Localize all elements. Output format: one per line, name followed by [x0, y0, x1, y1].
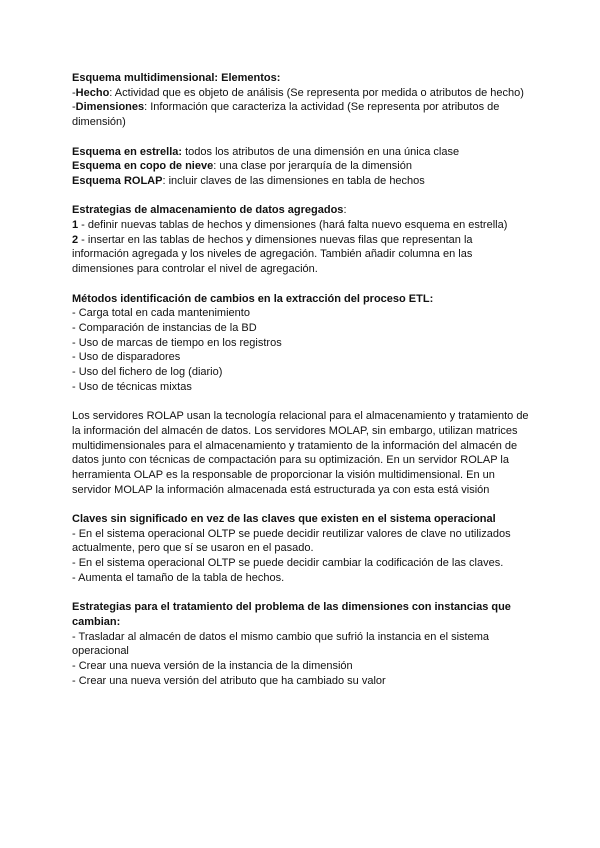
list-item: - Aumenta el tamaño de la tabla de hechos.	[72, 571, 285, 584]
list-item: - Uso de marcas de tiempo en los registros	[72, 336, 282, 349]
esquema-copo: Esquema en copo de nieve: una clase por jerarquía de la dimensión	[72, 160, 412, 173]
dimensiones-definition: -Dimensiones: Información que caracteriza la actividad (Se representa por atributos de dimensión)	[72, 101, 500, 129]
section-claves	[72, 512, 532, 586]
list-item: - Uso de técnicas mixtas	[72, 380, 192, 393]
list-item: - Uso del fichero de log (diario)	[72, 366, 223, 379]
esquema-rolap: Esquema ROLAP: incluir claves de las dimensiones en tabla de hechos	[72, 174, 425, 187]
section-tratamiento	[72, 600, 532, 688]
list-item: - Carga total en cada mantenimiento	[72, 307, 250, 320]
section-title-almacenamiento: Estrategias de almacenamiento de datos agregados:	[72, 204, 347, 217]
section-title-elementos: Esquema multidimensional: Elementos:	[72, 72, 281, 84]
section-metodos	[72, 292, 532, 395]
esquema-estrella: Esquema en estrella: todos los atributos de una dimensión en una única clase	[72, 145, 460, 158]
section-title-metodos: Métodos identificación de cambios en la extracción del proceso ETL:	[72, 292, 434, 305]
list-item: - Comparación de instancias de la BD	[72, 321, 257, 334]
almacenamiento-item-2: 2 - insertar en las tablas de hechos y dimensiones nuevas filas que representan la información agregada y los niveles de agregación. También añadir columna en las dimensiones para controlar el nivel de agregación.	[72, 233, 473, 276]
document-page	[72, 71, 532, 703]
servidores-paragraph: Los servidores ROLAP usan la tecnología relacional para el almacenamiento y tratamiento de la información del almacén de datos. Los servidores MOLAP, sin embargo, utilizan matrices multidimensionales para el almacenamiento y tratamiento de la información del almacén de datos junto con técnicas de compactación para su optimización. En un servidor ROLAP la herramienta OLAP es la responsable de proporcionar la visión multidimensional. En un servidor MOLAP la información almacenada está estructurada ya con esta está visión	[72, 410, 529, 496]
hecho-definition: -Hecho: Actividad que es objeto de análisis (Se representa por medida o atributos de hecho)	[72, 86, 524, 99]
list-item: - Uso de disparadores	[72, 351, 181, 364]
section-almacenamiento	[72, 203, 532, 277]
list-item: - Crear una nueva versión del atributo que ha cambiado su valor	[72, 674, 386, 687]
section-esquemas	[72, 145, 532, 189]
almacenamiento-item-1: 1 - definir nuevas tablas de hechos y dimensiones (hará falta nuevo esquema en estrella)	[72, 219, 508, 231]
list-item: - Trasladar al almacén de datos el mismo cambio que sufrió la instancia en el sistema operacional	[72, 630, 489, 658]
section-servidores	[72, 409, 532, 497]
list-item: - En el sistema operacional OLTP se puede decidir reutilizar valores de clave no utilizados actualmente, pero que sí se usaron en el pasado.	[72, 527, 511, 555]
section-title-claves: Claves sin significado en vez de las claves que existen en el sistema operacional	[72, 513, 496, 526]
list-item: - En el sistema operacional OLTP se puede decidir cambiar la codificación de las claves.	[72, 557, 504, 570]
section-title-tratamiento: Estrategias para el tratamiento del problema de las dimensiones con instancias que cambian:	[72, 601, 511, 628]
section-elementos	[72, 71, 532, 130]
list-item: - Crear una nueva versión de la instancia de la dimensión	[72, 660, 353, 673]
